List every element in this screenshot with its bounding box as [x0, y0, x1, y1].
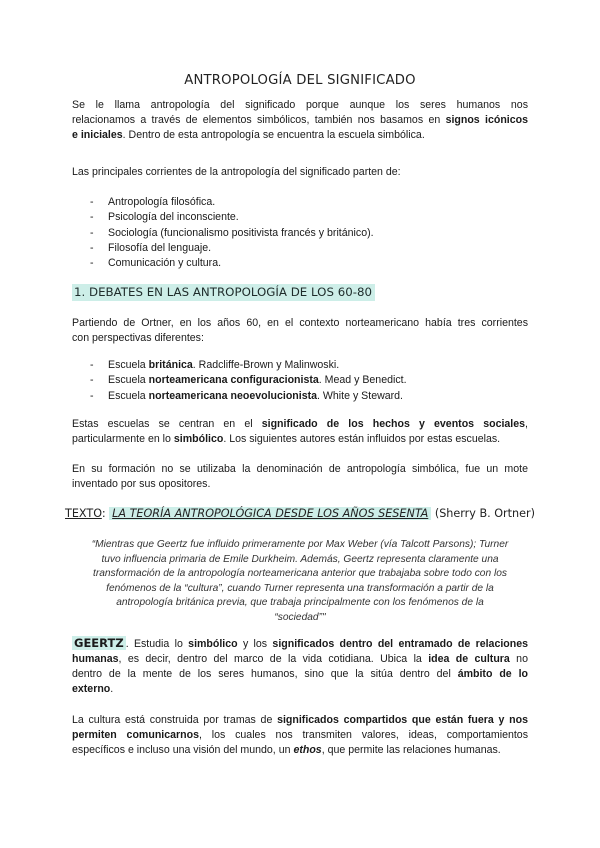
list-dash: - [90, 257, 94, 270]
list-dash: - [90, 241, 94, 254]
bold-term: humanas [72, 653, 119, 665]
para-text: . [110, 683, 114, 695]
bold-term: significados compartidos que están fuera y nos [277, 714, 528, 726]
list-item [90, 241, 374, 256]
list-dash: - [90, 389, 94, 402]
list-item [90, 256, 374, 271]
para-text: , es decir, dentro del marco de la vida cotidiana. Ubica la [118, 653, 429, 665]
bold-term: norteamericana neoevolucionista [148, 389, 318, 402]
list-item-text: Escuela [108, 359, 149, 371]
geertz-name: GEERTZ [74, 636, 124, 650]
bold-term: ethos [293, 744, 322, 756]
escuelas-paragraph [72, 417, 528, 447]
formacion-line-2: inventado por sus opositores. [72, 478, 211, 490]
intro-line-1: Se le llama antropología del significado porque aunque los seres humanos nos [72, 99, 528, 111]
geertz-paragraph [72, 636, 528, 697]
list-item-text: Sociología (funcionalismo positivista francés y británico). [108, 226, 374, 239]
para-text: Estas escuelas se centran en el [72, 418, 262, 430]
list-dash: - [90, 374, 94, 387]
ortner-line-1: Partiendo de Ortner, en los años 60, en el contexto norteamericano había tres corrientes [72, 317, 528, 329]
escuelas-line-1 [72, 417, 528, 432]
para-text: específicos e incluso una visión del mundo, un [72, 744, 294, 756]
para-text: y los [237, 638, 273, 650]
cultura-line-2 [72, 728, 528, 743]
list-item-text: . Mead y Benedict. [318, 374, 407, 387]
texto-reference [0, 507, 600, 520]
bold-term: externo [72, 683, 111, 695]
list-dash: - [90, 359, 94, 371]
quote-line: fenómenos de la “cultura”, cuando Turner representa una transformación a partir de la [106, 582, 494, 594]
para-text: , que permite las relaciones humanas. [321, 744, 501, 756]
bold-term: e iniciales [72, 129, 123, 141]
bold-term: significado de los hechos y eventos sociales [261, 418, 526, 430]
list-item-text: Antropología filosófica. [108, 196, 216, 208]
list-item-text: . White y Steward. [317, 389, 403, 402]
para-text: , [525, 418, 528, 430]
ortner-paragraph [72, 316, 528, 346]
ortner-line-2: con perspectivas diferentes: [72, 332, 204, 344]
texto-author: (Sherry B. Ortner) [431, 507, 535, 520]
page-title: ANTROPOLOGÍA DEL SIGNIFICADO [184, 73, 416, 88]
para-text: . Los siguientes autores están influidos por estas escuelas. [223, 433, 501, 445]
list-dash: - [90, 196, 94, 208]
cultura-paragraph [72, 713, 528, 758]
cultura-line-1 [72, 713, 528, 728]
bold-term: signos icónicos [445, 114, 528, 126]
bold-term: significados dentro del entramado de relaciones [272, 638, 529, 650]
para-text: La cultura está construida por tramas de [72, 714, 278, 726]
section-heading: 1. DEBATES EN LAS ANTROPOLOGÍA DE LOS 60-80 [72, 284, 375, 301]
intro-line-3 [72, 128, 528, 143]
geertz-line-4 [72, 682, 528, 697]
para-text: dentro de la mente de los seres humanos, sino que la sitúa dentro del [72, 668, 458, 680]
quote-line: transformación de la antropología norteamericana anterior que trabajaba sobre todo con los [93, 568, 507, 580]
para-text: no [509, 653, 528, 665]
geertz-line-1 [72, 636, 528, 652]
intro-text: . Dentro de esta antropología se encuentra la escuela simbólica. [122, 129, 425, 141]
list-dash: - [90, 226, 94, 239]
list-dash: - [90, 211, 94, 224]
list-item [90, 389, 407, 404]
list-item [90, 358, 407, 373]
para-text: . Estudia lo [125, 638, 189, 650]
texto-separator: : [101, 507, 110, 520]
corrientes-list [90, 195, 374, 271]
bold-term: permiten comunicarnos [72, 729, 199, 741]
para-text: , los cuales nos transmiten valores, ideas, comportamientos [198, 729, 529, 741]
list-item [90, 210, 374, 225]
intro-paragraph [72, 98, 528, 143]
bold-term: simbólico [188, 638, 238, 650]
texto-title: LA TEORÍA ANTROPOLÓGICA DESDE LOS AÑOS SESENTA [109, 507, 431, 520]
list-item [90, 226, 374, 241]
quote-line: antropología británica previa, que trabaja principalmente con los fenómenos de la [116, 597, 484, 609]
escuelas-line-2 [72, 432, 528, 447]
quote-line: “Mientras que Geertz fue influido primeramente por Max Weber (vía Talcott Parsons); Turner [91, 539, 509, 550]
formacion-paragraph [72, 462, 528, 492]
cultura-line-3 [72, 743, 528, 758]
corrientes-intro: Las principales corrientes de la antropología del significado parten de: [72, 166, 401, 178]
intro-text: relacionamos a través de elementos simbólicos, también nos basamos en [72, 114, 446, 126]
geertz-line-2 [72, 652, 528, 667]
bold-term: norteamericana configuracionista [148, 374, 319, 387]
list-item [90, 373, 407, 388]
bold-term: idea de cultura [428, 653, 510, 665]
quote-line: “sociedad”" [274, 611, 326, 623]
list-item-text: . Radcliffe-Brown y Malinwoski. [192, 359, 340, 371]
quote-line: tuvo influencia primaria de Emile Durkheim. Además, Geertz representa claramente una [101, 553, 499, 565]
bold-term: simbólico [173, 433, 224, 445]
list-item-text: Comunicación y cultura. [108, 257, 222, 270]
geertz-line-3 [72, 667, 528, 682]
escuelas-list [90, 358, 407, 404]
formacion-line-1: En su formación no se utilizaba la denominación de antropología simbólica, fue un mote [72, 463, 528, 475]
bold-term: británica [148, 359, 193, 371]
list-item-text: Escuela [108, 389, 149, 402]
para-text: particularmente en lo [72, 433, 174, 445]
list-item-text: Filosofía del lenguaje. [108, 241, 212, 254]
intro-line-2 [72, 113, 528, 128]
list-item-text: Psicología del inconsciente. [108, 211, 239, 224]
list-item-text: Escuela [108, 374, 149, 387]
quote-block [86, 538, 514, 626]
bold-term: ámbito de lo [457, 668, 528, 680]
texto-label: TEXTO [65, 507, 102, 520]
list-item [90, 195, 374, 210]
